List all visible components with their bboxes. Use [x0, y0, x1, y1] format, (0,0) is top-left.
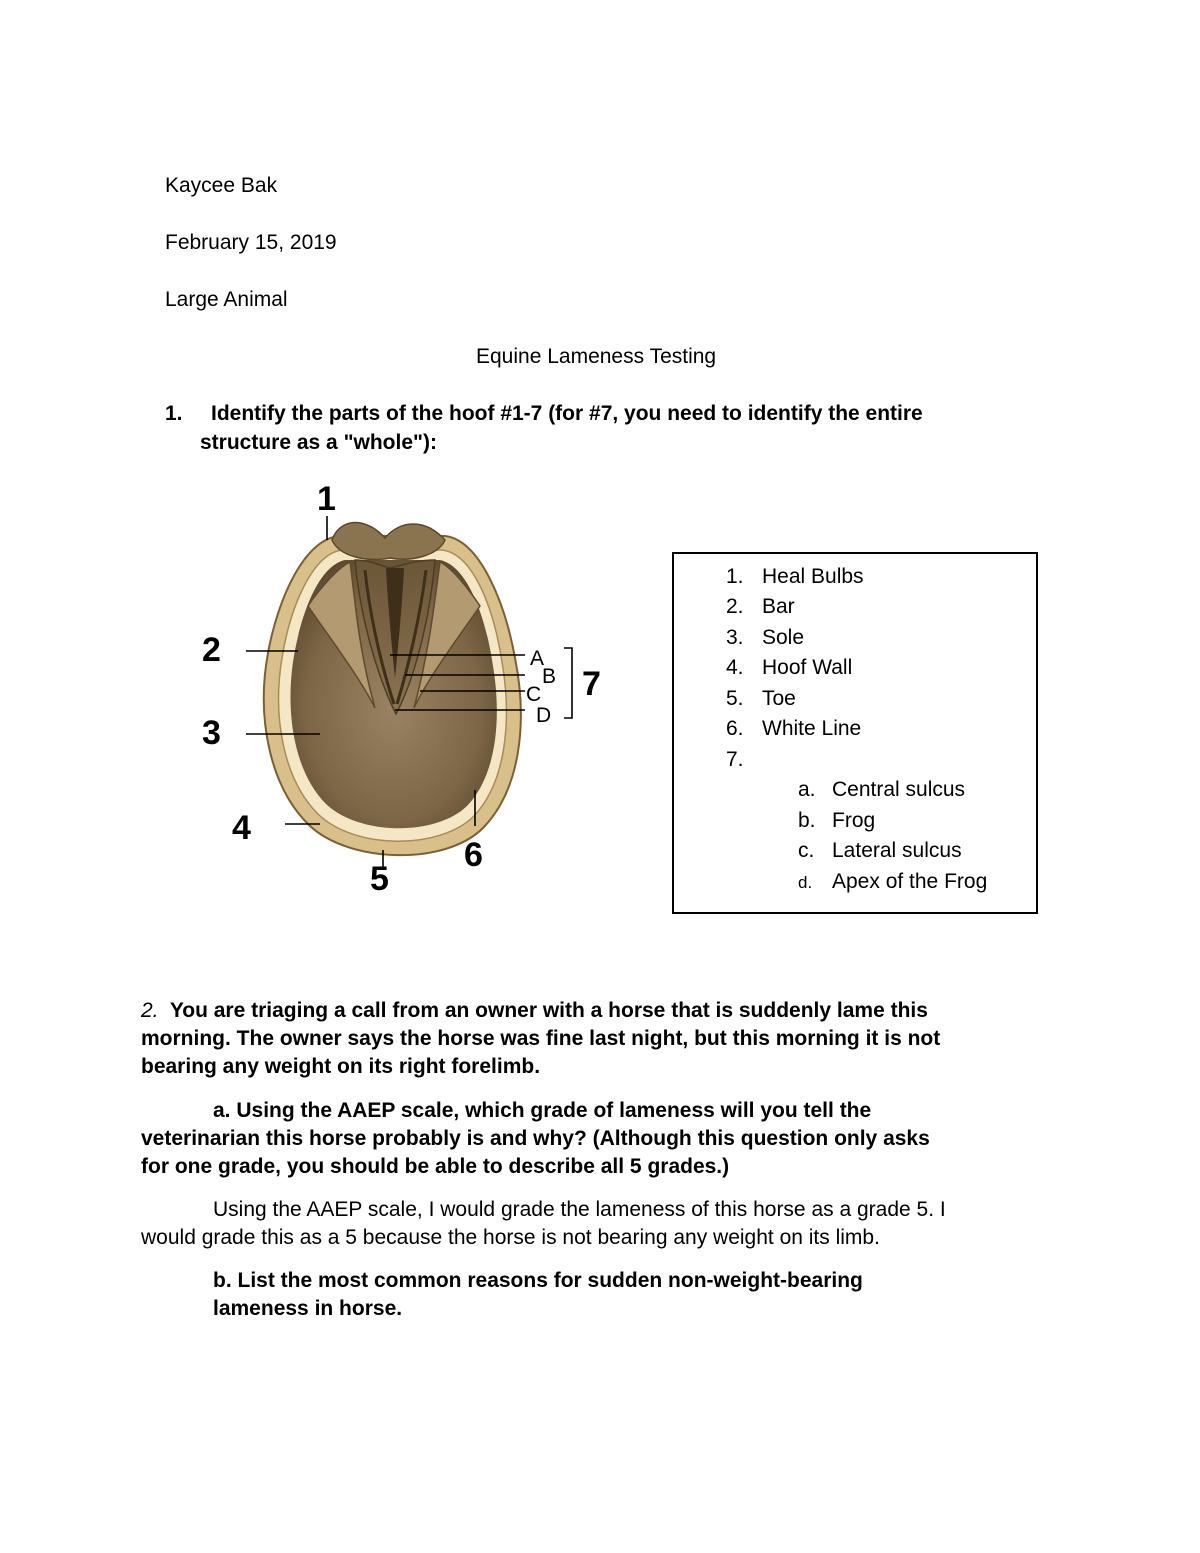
question-2a-line2: veterinarian this horse probably is and why? (Although this question only asks	[141, 1127, 930, 1150]
diagram-letter-d: D	[536, 704, 552, 727]
question-2b-line2: lameness in horse.	[213, 1297, 403, 1320]
page-title: Equine Lameness Testing	[476, 345, 717, 368]
question-2-line1: 2. You are triaging a call from an owner with a horse that is suddenly lame this	[141, 999, 928, 1022]
diagram-label-7: 7	[582, 665, 601, 703]
diagram-label-1: 1	[317, 480, 336, 518]
diagram-label-4: 4	[232, 809, 251, 847]
question-1-number: 1.	[165, 402, 183, 425]
diagram-label-6: 6	[464, 836, 483, 874]
diagram-label-2: 2	[202, 631, 221, 669]
question-2-line3: bearing any weight on its right forelimb.	[141, 1055, 541, 1078]
question-1-prompt-line1: Identify the parts of the hoof #1-7 (for #7, you need to identify the entire	[211, 402, 923, 425]
hoof-diagram	[190, 478, 620, 908]
question-2-line2: morning. The owner says the horse was fine last night, but this morning it is not	[141, 1027, 941, 1050]
question-1-prompt-line2: structure as a "whole"):	[200, 431, 437, 454]
answer-box: 1. Heal Bulbs 2. Bar 3. Sole 4. Hoof Wall 5. Toe 6. White Line 7. a. Central sulcus b. Frog c. Lateral sulcus d. Apex of the Frog	[672, 552, 1038, 914]
answer-2a-line1: Using the AAEP scale, I would grade the lameness of this horse as a grade 5. I	[213, 1198, 946, 1221]
answer-2a-line2: would grade this as a 5 because the horse is not bearing any weight on its limb.	[141, 1226, 880, 1249]
question-2a-line1: a. Using the AAEP scale, which grade of lameness will you tell the	[213, 1099, 872, 1122]
diagram-label-5: 5	[370, 860, 389, 898]
diagram-letter-b: B	[542, 665, 557, 688]
student-name: Kaycee Bak	[165, 174, 278, 197]
diagram-label-3: 3	[202, 714, 221, 752]
assignment-date: February 15, 2019	[165, 231, 337, 254]
diagram-letter-c: C	[526, 683, 542, 706]
course-name: Large Animal	[165, 288, 288, 311]
diagram-letter-a: A	[530, 647, 545, 670]
question-2b-line1: b. List the most common reasons for sudden non-weight-bearing	[213, 1269, 863, 1292]
question-2-number: 2.	[141, 999, 159, 1022]
heel-bulbs-shape	[332, 522, 445, 559]
question-2a-line3: for one grade, you should be able to describe all 5 grades.)	[141, 1155, 730, 1178]
